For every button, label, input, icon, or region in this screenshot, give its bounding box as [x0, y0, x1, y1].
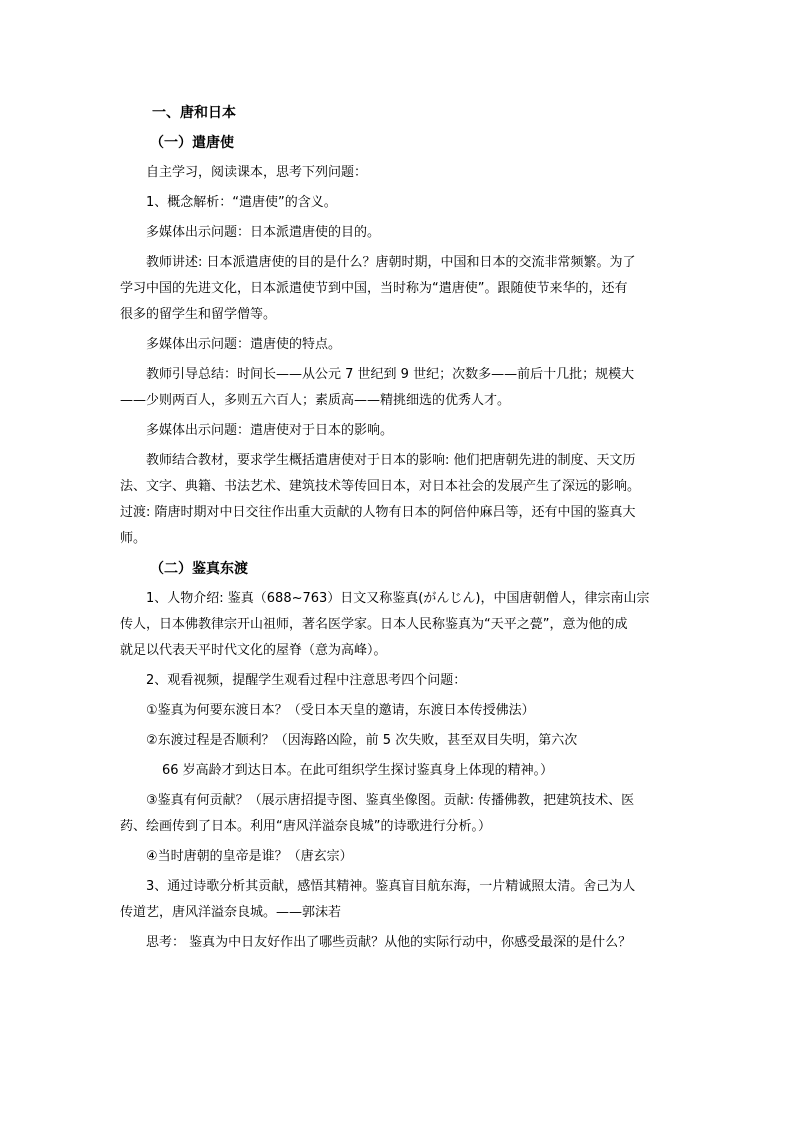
question-4: ④当时唐朝的皇帝是谁？（唐玄宗）: [146, 849, 353, 864]
person-intro-line-2: 传人，日本佛教律宗开山祖师，著名医学家。日本人民称鉴真为“天平之甍”，意为他的成: [120, 617, 628, 632]
think-question: 思考： 鉴真为中日友好作出了哪些贡献？从他的实际行动中，你感受最深的是什么？: [146, 935, 632, 950]
teacher-paragraph-3-line-2: 法、文字、典籍、书法艺术、建筑技术等传回日本，对日本社会的发展产生了深远的影响。: [120, 479, 641, 494]
teacher-paragraph-1-line-2: 学习中国的先进文化，日本派遣使节到中国，当时称为“遣唐使”。跟随使节来华的，还有: [120, 281, 628, 296]
question-2-line-1: ②东渡过程是否顺利？（因海路凶险，前 5 次失败，甚至双目失明，第六次: [146, 733, 578, 748]
person-intro-line-3: 就足以代表天平时代文化的屋脊（意为高峰）。: [120, 643, 387, 658]
teacher-paragraph-2-line-2: ——少则两百人，多则五六百人；素质高——精挑细选的优秀人才。: [120, 393, 511, 408]
poem-line-2: 传道艺，唐风洋溢奈良城。——郭沫若: [120, 905, 342, 920]
poem-line-1: 3、通过诗歌分析其贡献，感悟其精神。鉴真盲目航东海，一片精诚照太清。舍己为人: [146, 879, 636, 894]
teacher-paragraph-3-line-1: 教师结合教材，要求学生概括遣唐使对于日本的影响: 他们把唐朝先进的制度、天文历: [146, 453, 636, 468]
teacher-paragraph-1-line-1: 教师讲述: 日本派遣唐使的目的是什么？唐朝时期，中国和日本的交流非常频繁。为了: [146, 255, 636, 270]
teacher-paragraph-1-line-3: 很多的留学生和留学僧等。: [120, 307, 277, 322]
subsection-title-jianzhen: （二）鉴真东渡: [150, 561, 248, 577]
question-3-line-1: ③鉴真有何贡献？（展示唐招提寺图、鉴真坐像图。贡献: 传播佛教，把建筑技术、医: [146, 793, 635, 808]
question-3-line-2: 药、绘画传到了日本。利用“唐风洋溢奈良城”的诗歌进行分析。）: [120, 819, 491, 834]
question-2-line-2: 66 岁高龄才到达日本。在此可组织学生探讨鉴真身上体现的精神。）: [162, 763, 554, 778]
teacher-paragraph-2-line-1: 教师引导总结：时间长——从公元 7 世纪到 9 世纪；次数多——前后十几批；规模大: [146, 367, 635, 382]
section-title: 一、唐和日本: [152, 105, 236, 121]
subsection-title-envoys: （一）遣唐使: [150, 135, 234, 151]
video-prompt: 2、观看视频，提醒学生观看过程中注意思考四个问题：: [146, 673, 467, 688]
question-1: ①鉴真为何要东渡日本？（受日本天皇的邀请，东渡日本传授佛法）: [146, 703, 535, 718]
person-intro-line-1: 1、人物介绍: 鉴真（688~763）日文又称鉴真(がんじん)，中国唐朝僧人，律宗南山宗: [146, 591, 650, 606]
transition-line-2: 师。: [120, 531, 147, 546]
document-body: [120, 96, 676, 956]
intro-text: 自主学习，阅读课本，思考下列问题：: [146, 165, 368, 180]
media-question-2: 多媒体出示问题：遣唐使的特点。: [146, 337, 342, 352]
transition-line-1: 过渡: 隋唐时期对中日交往作出重大贡献的人物有日本的阿倍仲麻吕等，还有中国的鉴真大: [120, 505, 636, 520]
media-question-3: 多媒体出示问题：遣唐使对于日本的影响。: [146, 423, 394, 438]
media-question-1: 多媒体出示问题：日本派遣唐使的目的。: [146, 225, 381, 240]
concept-text: 1、概念解析：“遣唐使”的含义。: [146, 195, 337, 210]
